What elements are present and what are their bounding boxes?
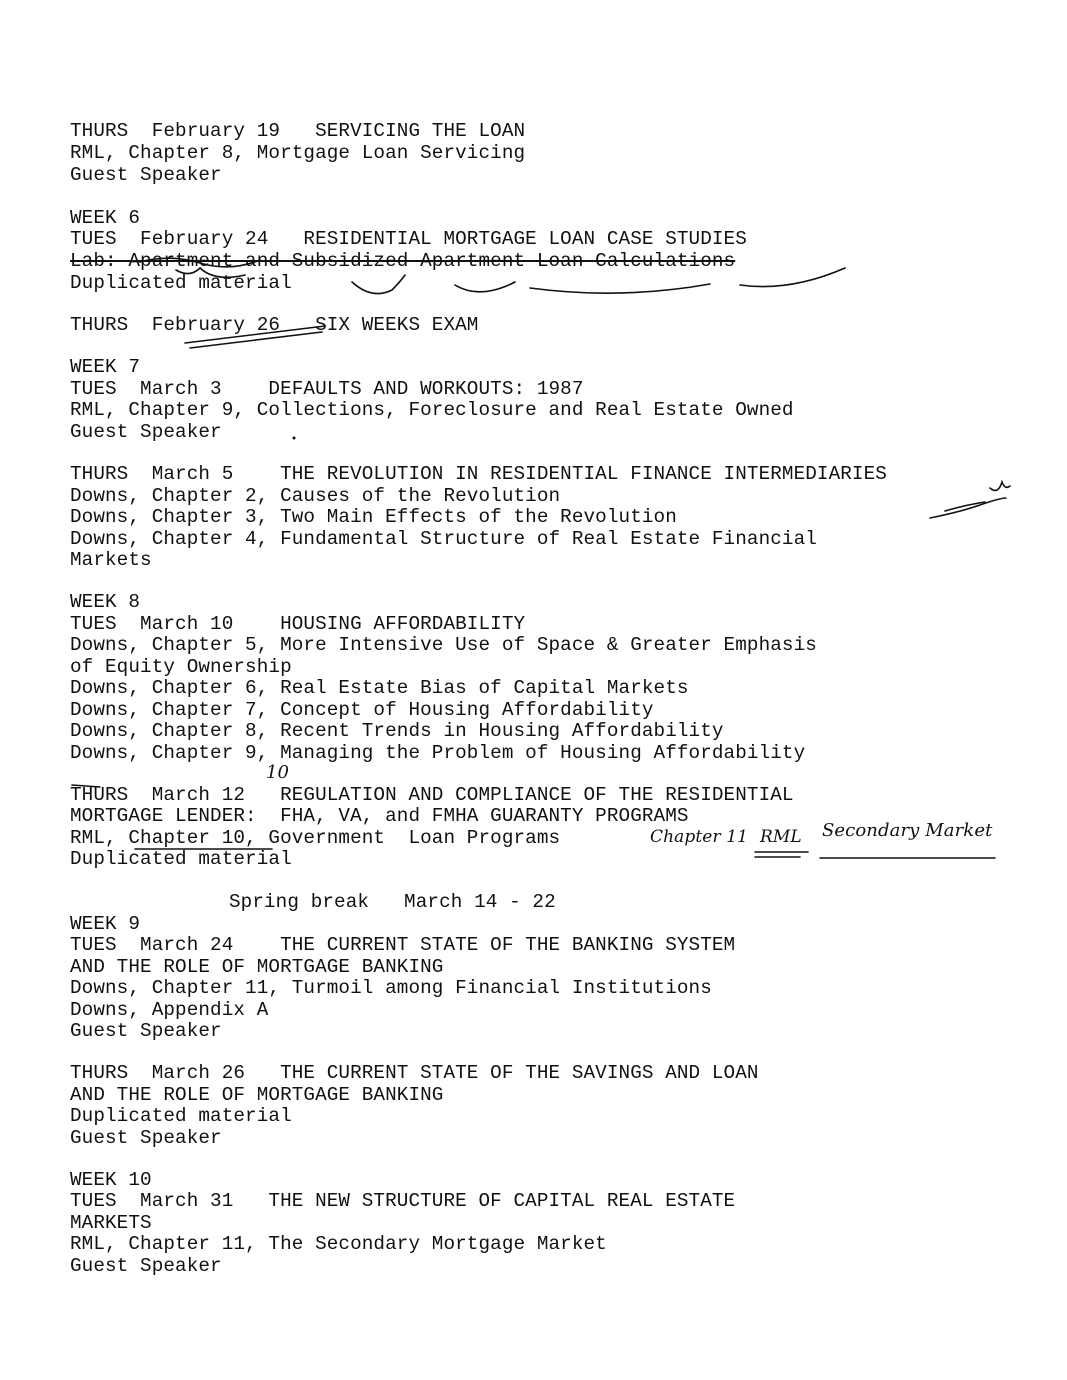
session-title-line: AND THE ROLE OF MORTGAGE BANKING xyxy=(70,1084,444,1106)
curve-mark xyxy=(530,284,710,293)
curve-mark xyxy=(740,268,845,287)
session-title-line: TUES March 24 THE CURRENT STATE OF THE BANKING SYSTEM xyxy=(70,934,736,956)
reading-line: Markets xyxy=(70,549,152,571)
session-title-line: MARKETS xyxy=(70,1212,152,1234)
reading-line: RML, Chapter 8, Mortgage Loan Servicing xyxy=(70,142,526,164)
session-title-line: THURS February 26 SIX WEEKS EXAM xyxy=(70,314,479,336)
session-title-line: THURS March 12 REGULATION AND COMPLIANCE OF THE RESIDENTIAL xyxy=(70,784,794,806)
reading-line: Downs, Chapter 9, Managing the Problem of Housing Affordability xyxy=(70,742,806,764)
note-line: Guest Speaker xyxy=(70,1255,222,1277)
note-line: Guest Speaker xyxy=(70,1127,222,1149)
session-title-line: THURS March 26 THE CURRENT STATE OF THE SAVINGS AND LOAN xyxy=(70,1062,759,1084)
session-title-line: AND THE ROLE OF MORTGAGE BANKING xyxy=(70,956,444,978)
note-line: Duplicated material xyxy=(70,848,292,870)
curve-mark xyxy=(352,275,405,294)
reading-line: Downs, Chapter 8, Recent Trends in Housing Affordability xyxy=(70,720,724,742)
note-line: Guest Speaker xyxy=(70,421,222,443)
reading-line: RML, Chapter 9, Collections, Foreclosure and Real Estate Owned xyxy=(70,399,794,421)
note-line: Guest Speaker xyxy=(70,164,222,186)
curve-mark xyxy=(455,282,515,292)
handwritten-chapter-fix: 10 xyxy=(266,762,290,783)
margin-scribble xyxy=(930,498,1006,518)
margin-scribble xyxy=(990,482,1010,490)
reading-line: Downs, Chapter 4, Fundamental Structure of Real Estate Financial xyxy=(70,528,817,550)
session-title-line: MORTGAGE LENDER: FHA, VA, and FMHA GUARANTY PROGRAMS xyxy=(70,805,689,827)
margin-scribble xyxy=(945,502,985,511)
reading-line: Downs, Chapter 5, More Intensive Use of Space & Greater Emphasis xyxy=(70,634,817,656)
reading-line: RML, Chapter 10, Government Loan Programs xyxy=(70,827,561,849)
note-line: Duplicated material xyxy=(70,1105,292,1127)
spring-break-line: Spring break March 14 - 22 xyxy=(229,891,556,913)
session-title-line: TUES February 24 RESIDENTIAL MORTGAGE LOAN CASE STUDIES xyxy=(70,228,747,250)
session-title-line: TUES March 10 HOUSING AFFORDABILITY xyxy=(70,613,526,635)
reading-line: Downs, Chapter 11, Turmoil among Financial Institutions xyxy=(70,977,712,999)
week-heading: WEEK 10 xyxy=(70,1169,152,1191)
week-heading: WEEK 9 xyxy=(70,913,141,935)
session-title-line: TUES March 31 THE NEW STRUCTURE OF CAPITAL REAL ESTATE xyxy=(70,1190,736,1212)
reading-line: Downs, Chapter 2, Causes of the Revolution xyxy=(70,485,561,507)
reading-line: of Equity Ownership xyxy=(70,656,292,678)
reading-line: Downs, Appendix A xyxy=(70,999,269,1021)
handwritten-rml-note: RML xyxy=(760,827,802,847)
handwritten-chapter-note: Chapter 11 xyxy=(650,827,749,847)
handwritten-secondary-market-note: Secondary Market xyxy=(822,820,993,841)
week-heading: WEEK 8 xyxy=(70,591,141,613)
week-heading: WEEK 6 xyxy=(70,207,141,229)
reading-line: Downs, Chapter 7, Concept of Housing Affordability xyxy=(70,699,654,721)
reading-line: RML, Chapter 11, The Secondary Mortgage Market xyxy=(70,1233,607,1255)
struck-lab-line: Lab: Apartment and Subsidized Apartment Loan Calculations xyxy=(70,250,736,272)
session-title-line: THURS February 19 SERVICING THE LOAN xyxy=(70,120,526,142)
week-heading: WEEK 7 xyxy=(70,356,141,378)
note-line: Guest Speaker xyxy=(70,1020,222,1042)
session-title-line: TUES March 3 DEFAULTS AND WORKOUTS: 1987 xyxy=(70,378,584,400)
session-title-line: THURS March 5 THE REVOLUTION IN RESIDENTIAL FINANCE INTERMEDIARIES xyxy=(70,463,887,485)
reading-line: Downs, Chapter 3, Two Main Effects of the Revolution xyxy=(70,506,677,528)
note-line: Duplicated material xyxy=(70,272,292,294)
reading-line: Downs, Chapter 6, Real Estate Bias of Capital Markets xyxy=(70,677,689,699)
dot-mark xyxy=(293,437,296,440)
